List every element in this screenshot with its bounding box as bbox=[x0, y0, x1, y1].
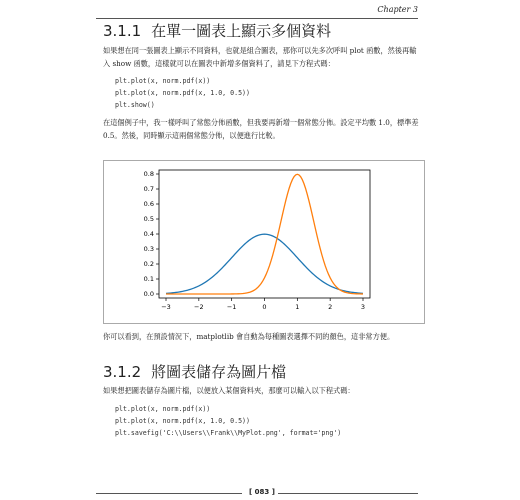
footer-rule bbox=[278, 493, 418, 494]
normal-distribution-chart bbox=[104, 161, 424, 323]
figure-frame bbox=[103, 160, 425, 324]
y-tick-label: 0.2 bbox=[143, 260, 154, 269]
paragraph: 如果想在同一張圖表上顯示不同資料，也就是組合圖表，那你可以先多次呼叫 plot 函數，然後再輸入 show 函數，這樣就可以在圖表中新增多個資料了，請見下方程式碼： bbox=[103, 46, 417, 68]
x-tick-label: 3 bbox=[360, 303, 366, 311]
y-tick-label: 0.4 bbox=[143, 230, 154, 239]
y-tick-label: 0.5 bbox=[143, 215, 154, 224]
chapter-label: Chapter 3 bbox=[377, 5, 418, 14]
x-tick-label: −3 bbox=[161, 303, 171, 311]
code-line: plt.plot(x, norm.pdf(x, 1.0, 0.5)) bbox=[115, 89, 250, 97]
y-tick-label: 0.1 bbox=[143, 275, 154, 284]
x-tick-label: −1 bbox=[226, 303, 237, 311]
section-title: 在單一圖表上顯示多個資料 bbox=[151, 22, 332, 40]
x-tick-label: 1 bbox=[295, 303, 300, 311]
section-title: 將圖表儲存為圖片檔 bbox=[151, 363, 287, 381]
section-heading-1 bbox=[103, 22, 423, 40]
y-tick-label: 0.8 bbox=[143, 170, 154, 179]
y-tick-label: 0.6 bbox=[143, 200, 154, 209]
footer-rule bbox=[96, 493, 242, 494]
code-line: plt.savefig('C:\\Users\\Frank\\MyPlot.png', format='png') bbox=[115, 429, 342, 437]
code-line: plt.show() bbox=[115, 101, 155, 109]
page-header bbox=[96, 6, 418, 19]
page-number: [ 083 ] bbox=[249, 488, 275, 496]
x-tick-label: −2 bbox=[194, 303, 204, 311]
section-number: 3.1.1 bbox=[103, 22, 142, 40]
code-line: plt.plot(x, norm.pdf(x)) bbox=[115, 77, 211, 85]
code-block bbox=[103, 403, 423, 439]
y-tick-label: 0.3 bbox=[143, 245, 154, 254]
y-tick-label: 0.7 bbox=[143, 185, 154, 194]
code-block bbox=[103, 75, 423, 111]
section-number: 3.1.2 bbox=[103, 363, 142, 381]
x-tick-label: 2 bbox=[328, 303, 333, 311]
page-content-lower bbox=[103, 330, 423, 439]
y-tick-label: 0.0 bbox=[143, 290, 154, 299]
code-line: plt.plot(x, norm.pdf(x)) bbox=[115, 405, 211, 413]
page-footer bbox=[96, 488, 418, 496]
paragraph: 在這個例子中，我一樣呼叫了常態分佈函數，但我要再新增一個常態分佈。設定平均數 1.0，標準差 0.5。然後，同時顯示這兩個常態分佈，以便進行比較。 bbox=[103, 118, 419, 140]
paragraph: 如果想把圖表儲存為圖片檔，以便放入某個資料夾，那麼可以輸入以下程式碼： bbox=[103, 386, 355, 395]
code-line: plt.plot(x, norm.pdf(x, 1.0, 0.5)) bbox=[115, 417, 250, 425]
section-heading-2 bbox=[103, 363, 423, 381]
page-content bbox=[103, 20, 423, 142]
x-tick-label: 0 bbox=[262, 303, 267, 311]
paragraph: 你可以看到，在預設情況下，matplotlib 會自動為每種圖表選擇不同的顏色，這非常方便。 bbox=[103, 332, 395, 341]
